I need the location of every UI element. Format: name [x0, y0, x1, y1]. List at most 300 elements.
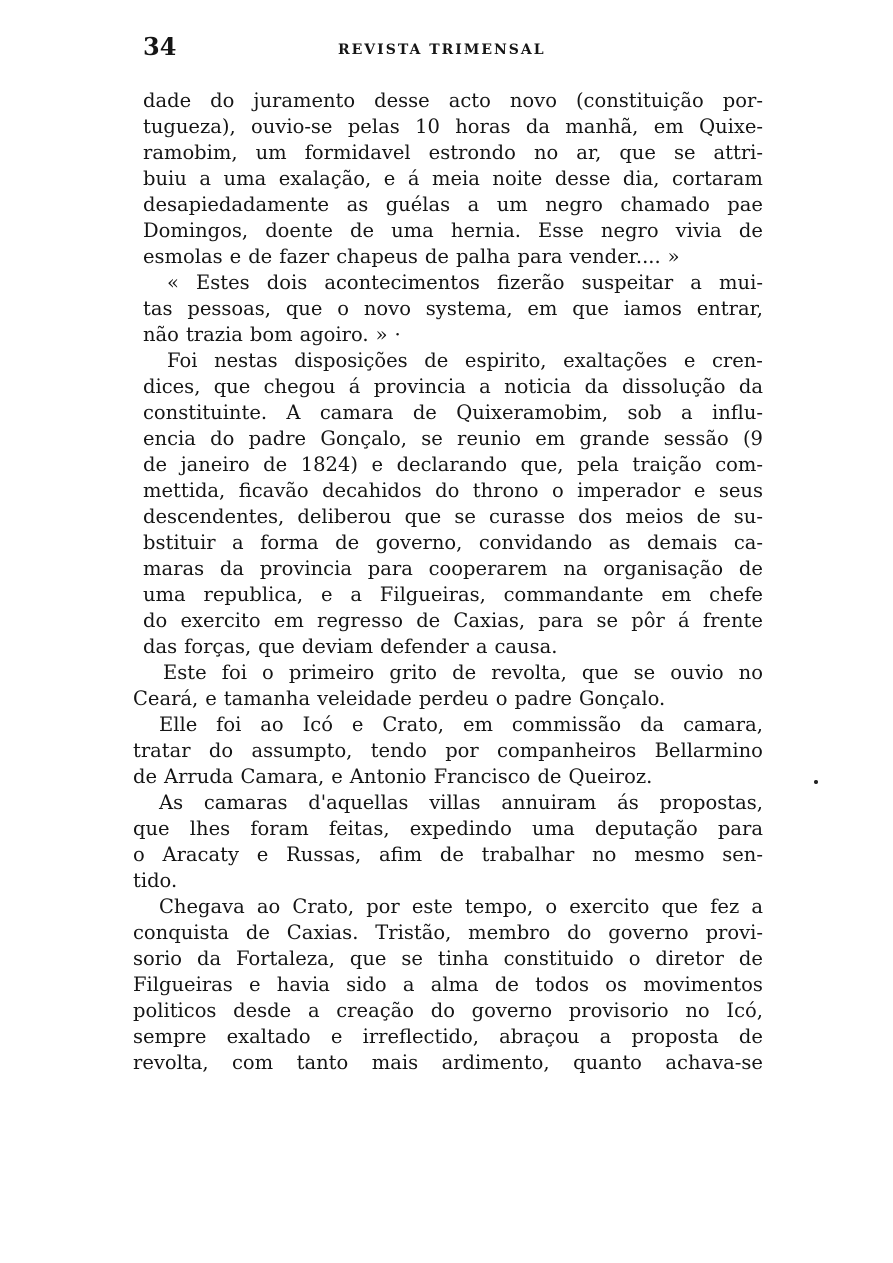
word: que, [520, 453, 564, 476]
word: systema, [425, 297, 513, 320]
word: por- [722, 89, 763, 112]
word: suspeitar [581, 271, 674, 294]
word: para [538, 609, 584, 632]
word: hernia. [450, 219, 521, 242]
word: guélas [385, 193, 451, 216]
word: camara, [683, 713, 763, 736]
word: causa. [494, 635, 558, 658]
word: tas [143, 297, 173, 320]
word: Chegava [159, 895, 245, 918]
word: movimentos [643, 973, 763, 996]
word: uma [391, 219, 434, 242]
word: Quixeramobim, [456, 401, 609, 424]
word: negro [600, 219, 659, 242]
word: perdeu [418, 687, 489, 710]
word: propostas, [659, 791, 763, 814]
word: do [210, 89, 235, 112]
word: companheiros [497, 739, 637, 762]
word: de [143, 453, 168, 476]
word: tratar [133, 739, 191, 762]
text-line [133, 426, 763, 452]
word: chefe [709, 583, 763, 606]
word: de [248, 245, 273, 268]
word: no [738, 661, 763, 684]
word: provincia [259, 557, 352, 580]
word: uma [532, 817, 575, 840]
text-line [133, 296, 763, 322]
word: feitas, [328, 817, 390, 840]
word: por [366, 895, 400, 918]
word: Queiroz. [568, 765, 653, 788]
word: influ- [712, 401, 763, 424]
word: Bellarmino [654, 739, 763, 762]
word: governo [471, 999, 553, 1022]
text-line [133, 998, 763, 1024]
text-line [133, 348, 763, 374]
text-line [133, 88, 763, 114]
text-line [133, 972, 763, 998]
word: uma [143, 583, 186, 606]
word: As [159, 791, 184, 814]
word: d'aquellas [308, 791, 409, 814]
text-line [133, 270, 763, 296]
word: alma [430, 973, 479, 996]
word: esmolas [143, 245, 223, 268]
word: de [349, 219, 375, 242]
word: de [452, 661, 477, 684]
word: todos [535, 973, 589, 996]
word: governo [608, 921, 689, 944]
word: a [690, 271, 702, 294]
word: a [599, 1025, 612, 1048]
word: estrondo [428, 141, 516, 164]
word: e [229, 245, 242, 268]
print-speck [814, 780, 818, 784]
word: Caxias, [453, 609, 526, 632]
word: que [349, 947, 387, 970]
text-line [133, 738, 763, 764]
word: pae [727, 193, 763, 216]
word: mettida, [143, 479, 226, 502]
word: o [495, 687, 508, 710]
word: throno [472, 479, 539, 502]
word: na [563, 557, 588, 580]
word: á [348, 375, 361, 398]
word: irreflectido, [362, 1025, 479, 1048]
word: no [592, 843, 617, 866]
word: e [693, 479, 706, 502]
word: desde [233, 999, 292, 1022]
word: que [285, 297, 323, 320]
word: com- [715, 453, 763, 476]
text-line [133, 816, 763, 842]
text-line [133, 582, 763, 608]
word: 10 [415, 115, 440, 138]
word: villas [429, 791, 481, 814]
word: do [143, 609, 168, 632]
text-line [133, 894, 763, 920]
word: revolta, [133, 1051, 209, 1074]
word: do [430, 999, 455, 1022]
word: a [232, 531, 244, 554]
word: desapiedadamente [143, 193, 330, 216]
word: doente [265, 219, 333, 242]
word: seus [718, 479, 763, 502]
word: de [738, 557, 763, 580]
word: do [435, 479, 460, 502]
word: curasse [489, 505, 565, 528]
word: em [527, 297, 558, 320]
word: para [517, 245, 563, 268]
word: da [219, 557, 244, 580]
word: e [249, 973, 261, 996]
word: no [533, 141, 559, 164]
text-line [133, 556, 763, 582]
word: bstituir [143, 531, 216, 554]
word: traição [632, 453, 702, 476]
word: cren- [711, 349, 763, 372]
word: exercito [180, 609, 261, 632]
word: ao [260, 713, 284, 736]
word: á [678, 609, 690, 632]
word: exercito [569, 895, 650, 918]
word: pessoas, [187, 297, 271, 320]
word: camara [319, 401, 394, 424]
word: o [545, 895, 558, 918]
word: Caxias. [286, 921, 359, 944]
word: forma [260, 531, 319, 554]
word: convidando [478, 531, 593, 554]
word: noticia [504, 375, 572, 398]
word: tugueza), [143, 115, 236, 138]
word: regresso [317, 609, 403, 632]
word: maras [143, 557, 205, 580]
word: palha [455, 245, 511, 268]
word: meios [625, 505, 684, 528]
word: das [143, 635, 178, 658]
word: mui- [719, 271, 763, 294]
word: ca- [733, 531, 763, 554]
word: trabalhar [481, 843, 575, 866]
word: formidavel [304, 141, 411, 164]
text-line [133, 322, 763, 348]
word: reunio [457, 427, 521, 450]
word: a [350, 583, 362, 606]
word: assumpto, [251, 739, 353, 762]
word: afim [378, 843, 423, 866]
word: attri- [713, 141, 763, 164]
word: tanto [296, 1051, 349, 1074]
word: chamado [620, 193, 710, 216]
word: dia, [622, 167, 660, 190]
word: dissolução [621, 375, 726, 398]
word: grande [579, 427, 650, 450]
word: que [258, 635, 295, 658]
word: Gonçalo. [578, 687, 666, 710]
word: » [667, 245, 680, 268]
word: com [232, 1051, 274, 1074]
word: não [143, 323, 179, 346]
word: a [199, 167, 211, 190]
word: se [673, 141, 696, 164]
word: Tristão, [375, 921, 452, 944]
word: Russas, [286, 843, 362, 866]
word: da [196, 947, 222, 970]
text-line [133, 530, 763, 556]
word: Domingos, [143, 219, 249, 242]
word: se [421, 427, 443, 450]
word: mais [371, 1051, 419, 1074]
word: de [738, 1025, 763, 1048]
word: e [256, 843, 269, 866]
text-line [133, 686, 763, 712]
word: quanto [573, 1051, 642, 1074]
text-line [133, 712, 763, 738]
word: proposta [631, 1025, 719, 1048]
text-line [133, 192, 763, 218]
word: e [330, 1025, 343, 1048]
text-line [133, 244, 763, 270]
word: a [751, 895, 763, 918]
word: lhes [189, 817, 231, 840]
word: Filgueiras, [379, 583, 486, 606]
word: Icó [302, 713, 333, 736]
word: foi [221, 661, 247, 684]
word: A [286, 401, 301, 424]
text-line [133, 478, 763, 504]
word: grito [389, 661, 438, 684]
word: que [581, 661, 619, 684]
word: de [416, 609, 441, 632]
word: creação [336, 999, 414, 1022]
word: provi- [705, 921, 763, 944]
word: e [320, 583, 333, 606]
word: camaras [203, 791, 288, 814]
word: pelas [347, 115, 400, 138]
word: Estes [196, 271, 250, 294]
word: declarando [396, 453, 508, 476]
word: fazer [279, 245, 330, 268]
word: defender [380, 635, 469, 658]
word: Elle [159, 713, 198, 736]
word: dade [143, 89, 192, 112]
word: ouvio [670, 661, 724, 684]
word: um [255, 141, 287, 164]
word: uma [223, 167, 267, 190]
word: Camara, [240, 765, 325, 788]
word: chapeus [336, 245, 418, 268]
page-number: 34 [143, 32, 177, 61]
word: noite [492, 167, 543, 190]
word: cooperarem [428, 557, 548, 580]
text-line [133, 374, 763, 400]
word: as [608, 531, 631, 554]
word: Crato, [292, 895, 355, 918]
word: espirito, [464, 349, 547, 372]
word: constituinte. [143, 401, 268, 424]
word: e [351, 713, 364, 736]
word: tido. [133, 869, 178, 892]
word: novo [363, 297, 411, 320]
text-line [133, 400, 763, 426]
word: janeiro [180, 453, 250, 476]
word: conquista [133, 921, 229, 944]
word: Aracaty [162, 843, 239, 866]
word: Francisco [433, 765, 531, 788]
word: sorio [133, 947, 183, 970]
word: decahidos [322, 479, 422, 502]
word: pôr [631, 609, 665, 632]
word: deputação [594, 817, 698, 840]
word: Icó, [726, 999, 763, 1022]
word: Fortaleza, [236, 947, 335, 970]
text-line [133, 868, 763, 894]
word: 1824) [300, 453, 358, 476]
word: e [205, 687, 217, 710]
word: pela [576, 453, 619, 476]
text-line [133, 166, 763, 192]
word: de [133, 765, 158, 788]
word: para [367, 557, 413, 580]
word: acto [448, 89, 491, 112]
word: expedindo [409, 817, 512, 840]
word: exaltado [226, 1025, 311, 1048]
text-line [133, 1050, 763, 1076]
word: nestas [214, 349, 278, 372]
word: do [567, 921, 592, 944]
word: Foi [167, 349, 198, 372]
word: exaltações [563, 349, 668, 372]
word: vivia [675, 219, 722, 242]
text-line [133, 608, 763, 634]
word: ás [617, 791, 639, 814]
word: de [439, 843, 464, 866]
word: de [412, 401, 437, 424]
word: foi [216, 713, 242, 736]
word: ao [256, 895, 281, 918]
word: membro [468, 921, 551, 944]
word: a [681, 401, 693, 424]
word: se [401, 947, 423, 970]
word: su- [733, 505, 763, 528]
word: o [133, 843, 145, 866]
word: « [167, 271, 179, 294]
word: á [407, 167, 420, 190]
word: sido [346, 973, 387, 996]
word: imperador [577, 479, 681, 502]
text-line [133, 218, 763, 244]
word: » [375, 323, 388, 346]
word: havia [276, 973, 330, 996]
word: fez [710, 895, 740, 918]
word: Crato, [382, 713, 445, 736]
word: e [383, 167, 396, 190]
word: Quixe- [699, 115, 763, 138]
word: de [335, 531, 360, 554]
word: ardimento, [441, 1051, 550, 1074]
word: de [424, 245, 449, 268]
word: em [273, 609, 304, 632]
word: dos [578, 505, 613, 528]
word: os [605, 973, 627, 996]
word: bom [249, 323, 293, 346]
word: novo [509, 89, 557, 112]
word: da [584, 375, 609, 398]
word: em [653, 115, 684, 138]
word: o [628, 947, 641, 970]
word: em [661, 583, 692, 606]
word: tamanha [223, 687, 311, 710]
word: republica, [203, 583, 304, 606]
word: dices, [143, 375, 201, 398]
word: veleidade [317, 687, 412, 710]
word: padre [514, 687, 572, 710]
text-line [133, 452, 763, 478]
word: um [496, 193, 528, 216]
word: em [535, 427, 566, 450]
word: o [551, 479, 564, 502]
word: sessão [663, 427, 729, 450]
word: entrar, [696, 297, 763, 320]
word: do [210, 427, 235, 450]
word: tendo [370, 739, 427, 762]
word: provincia [373, 375, 466, 398]
word: por [445, 739, 479, 762]
word: e [371, 453, 384, 476]
word: de [696, 505, 721, 528]
word: politicos [133, 999, 217, 1022]
word: Ceará, [133, 687, 199, 710]
word: que [572, 297, 609, 320]
word: a [402, 973, 415, 996]
word: constituido [503, 947, 614, 970]
word: · [394, 323, 401, 346]
word: a [467, 193, 480, 216]
word: que [619, 141, 656, 164]
word: manhã, [565, 115, 639, 138]
word: se [454, 505, 476, 528]
word: que [133, 817, 170, 840]
text-line [133, 504, 763, 530]
word: o [337, 297, 350, 320]
word: se [596, 609, 619, 632]
word: Este [163, 661, 207, 684]
word: Gonçalo, [320, 427, 407, 450]
word: dois [266, 271, 308, 294]
word: agoiro. [299, 323, 369, 346]
text-line [133, 634, 763, 660]
word: primeiro [288, 661, 375, 684]
word: ficavão [238, 479, 309, 502]
word: frente [702, 609, 763, 632]
word: da [738, 375, 763, 398]
word: annuiram [501, 791, 597, 814]
word: que [404, 505, 442, 528]
word: deliberou [297, 505, 392, 528]
word: descendentes, [143, 505, 285, 528]
word: acontecimentos [324, 271, 480, 294]
text-line [133, 946, 763, 972]
word: buiu [143, 167, 187, 190]
word: chegou [263, 375, 336, 398]
word: deviam [301, 635, 374, 658]
word: Antonio [349, 765, 427, 788]
word: no [685, 999, 710, 1022]
word: de [263, 453, 288, 476]
word: que [661, 895, 699, 918]
word: Arruda [164, 765, 234, 788]
text-line [133, 114, 763, 140]
